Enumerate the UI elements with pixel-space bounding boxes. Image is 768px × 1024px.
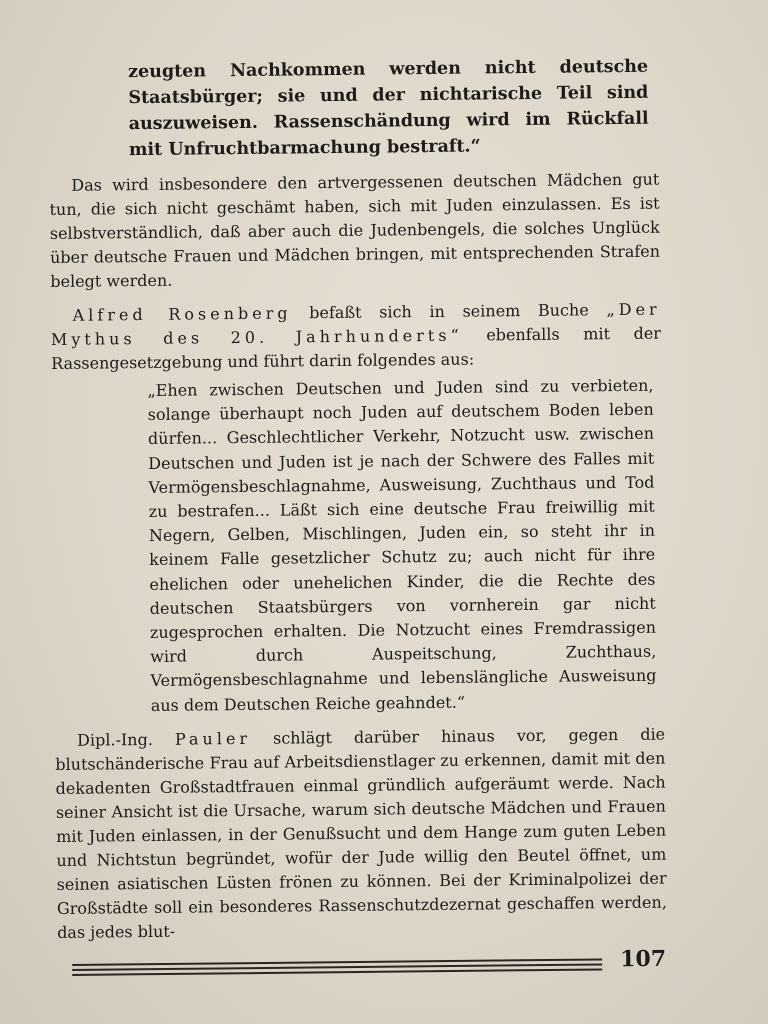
book-page — [48, 54, 667, 945]
paragraph-3 — [55, 722, 667, 944]
footer-rule — [72, 958, 602, 978]
author-name-rosenberg: Alfred Rosenberg — [72, 303, 292, 325]
paragraph-2-text-2: ebenfalls mit der Rassengesetzgebung und führt darin folgendes aus: — [51, 323, 661, 373]
quote-top: zeugten Nachkommen werden nicht deutsche Staatsbürger; sie und der nichtarische Teil sind auszuweisen. Rassenschändung wird im Rückfall mit Unfruchtbarmachung bestraft.“ — [128, 56, 649, 161]
paragraph-2-text-1: befaßt sich in seinem Buche — [291, 300, 607, 323]
book-title: „Der Mythus des 20. Jahrhunderts“ — [50, 299, 661, 349]
author-name-pauler: Pauler — [174, 728, 252, 749]
page-number: 107 — [619, 945, 667, 973]
paragraph-1: Das wird insbesondere den artvergessenen deutschen Mädchen gut tun, die sich nicht geschämt haben, sich mit Juden einzulassen. Es ist selbstverständlich, daß aber auch die Judenbengels, die solches Unglück über deutsche Frauen und Mädchen bringen, mit entsprechenden Strafen belegt werden. — [49, 169, 661, 291]
page-footer — [72, 943, 712, 990]
quote-inner: „Ehen zwischen Deutschen und Juden sind zu verbieten, solange überhaupt noch Juden auf deutschem Boden leben dürfen... Geschlechtlicher Verkehr, Notzucht usw. zwischen Deutschen und Juden ist je nach der Schwere des Falles mit Vermögensbeschlagnahme, Ausweisung, Zuchthaus und Tod zu bestrafen... Läßt sich eine deutsche Frau freiwillig mit Negern, Gelben, Mischlingen, Juden ein, so steht ihr in keinem Falle gesetzlicher Schutz zu; auch nicht für ihre ehelichen oder unehelichen Kinder, die die Rechte des deutschen Staatsbürgers von vornherein gar nicht zugesprochen erhalten. Die Notzucht eines Fremdrassigen wird durch Auspeitschung, Zuchthaus, Vermögensbeschlagnahme und lebenslängliche Ausweisung aus dem Deutschen Reiche geahndet.“ — [147, 375, 657, 715]
paragraph-2 — [51, 298, 662, 376]
paragraph-3-prefix: Dipl.-Ing. — [77, 729, 176, 750]
paragraph-3-text: schlägt darüber hinaus vor, gegen die blutschänderische Frau auf Arbeitsdienstlager zu erkennen, damit mit den dekadenten Großstadtfrauen einmal gründlich aufgeräumt werde. Nach seiner Ansicht ist die Ursache, warum sich deutsche Mädchen und Frauen mit Juden einlassen, in der Genußsucht und dem Hange zum guten Leben und Nichtstun begründet, wofür der Jude willig den Beutel öffnet, um seinen asiatischen Lüsten frönen zu können. Bei der Kriminalpolizei der Großstädte soll ein besonderes Rassenschutzdezernat geschaffen werden, das jedes blut- — [55, 724, 667, 942]
